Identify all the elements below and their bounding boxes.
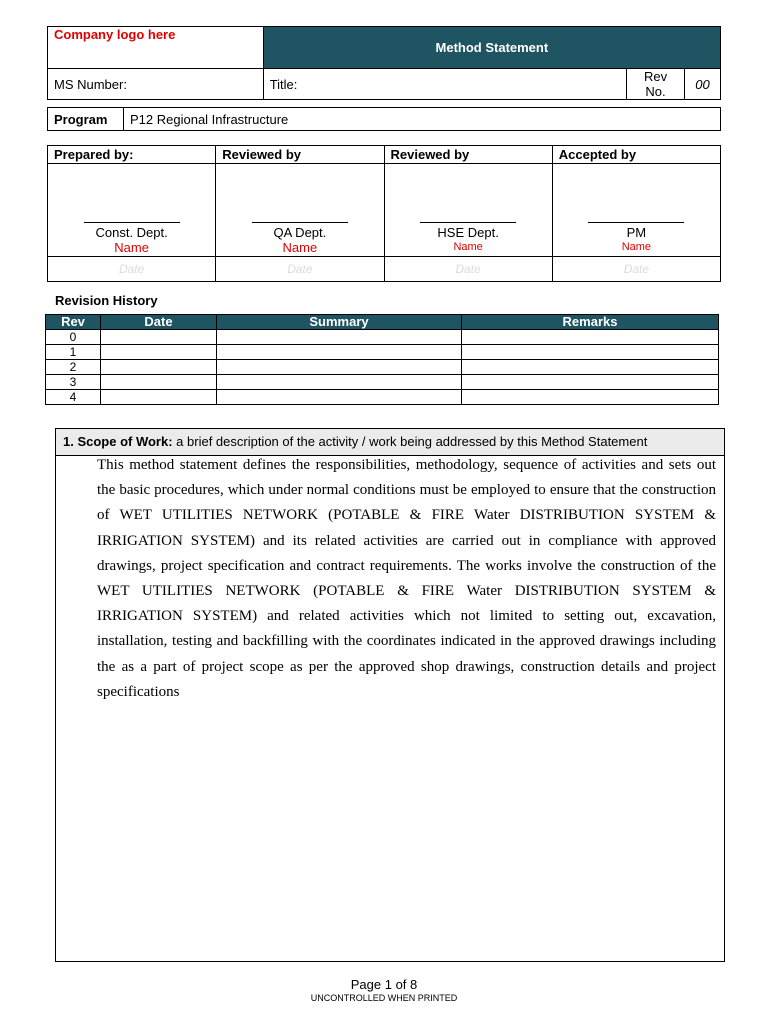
sig-date: Date — [552, 257, 720, 282]
sig-name: Name — [621, 241, 652, 253]
sig-name: Name — [282, 240, 318, 255]
document-title: Method Statement — [263, 27, 720, 69]
col-header-remarks: Remarks — [462, 315, 719, 330]
sig-role-reviewed-qa: Reviewed by — [216, 146, 384, 164]
scope-subheading: a brief description of the activity / work being addressed by this Method Statement — [172, 434, 648, 449]
table-row — [46, 360, 719, 375]
sig-date: Date — [384, 257, 552, 282]
rev-cell: 2 — [46, 360, 101, 375]
sig-dept: Const. Dept. — [95, 225, 168, 240]
signature-line — [420, 222, 516, 223]
rev-cell: 1 — [46, 345, 101, 360]
sig-role-prepared: Prepared by: — [48, 146, 216, 164]
rev-no-label: Rev No. — [627, 69, 685, 100]
sig-name: Name — [453, 241, 483, 253]
program-label: Program — [48, 108, 124, 131]
col-header-date: Date — [101, 315, 217, 330]
signature-line — [84, 222, 180, 223]
revision-history-table — [45, 314, 719, 405]
table-row — [46, 330, 719, 345]
rev-cell: 0 — [46, 330, 101, 345]
rev-cell: 3 — [46, 375, 101, 390]
page-number: Page 1 of 8 — [350, 977, 418, 992]
table-row — [46, 375, 719, 390]
sig-role-accepted: Accepted by — [552, 146, 720, 164]
program-value: P12 Regional Infrastructure — [124, 108, 721, 131]
sig-date: Date — [216, 257, 384, 282]
table-row — [46, 390, 719, 405]
rev-cell: 4 — [46, 390, 101, 405]
scope-body-text: This method statement defines the responsibilities, methodology, sequence of activities and sets out the basic procedures, which under normal conditions must be employed to ensure that the construction of WET UTILITIES NETWORK (POTABLE & FIRE Water DISTRIBUTION SYSTEM & IRRIGATION SYSTEM) and its related activities are carried out in compliance with approved drawings, project specification and contract requirements. The works involve the construction of the WET UTILITIES NETWORK (POTABLE & FIRE Water DISTRIBUTION SYSTEM & IRRIGATION SYSTEM) and related activities which not limited to setting out, excavation, installation, testing and backfilling with the coordinates indicated in the approved drawings including the as a part of project scope as per the approved shop drawings, construction details and project specifications — [97, 457, 716, 700]
title-label: Title: — [263, 69, 626, 100]
signature-line — [252, 222, 348, 223]
scope-header — [56, 429, 724, 456]
signature-box — [552, 164, 720, 257]
sig-dept: HSE Dept. — [437, 225, 499, 240]
sig-dept: QA Dept. — [273, 225, 327, 240]
program-table — [47, 107, 721, 131]
revision-history-title: Revision History — [55, 293, 158, 308]
sig-date: Date — [48, 257, 216, 282]
signature-box — [216, 164, 384, 257]
col-header-summary: Summary — [217, 315, 462, 330]
signature-table — [47, 145, 721, 282]
scope-of-work-section — [55, 428, 725, 962]
signature-line — [588, 222, 684, 223]
document-header — [47, 26, 721, 100]
sig-role-reviewed-hse: Reviewed by — [384, 146, 552, 164]
sig-dept: PM — [626, 225, 647, 240]
company-logo-placeholder: Company logo here — [48, 27, 264, 69]
signature-box — [384, 164, 552, 257]
rev-no-value: 00 — [685, 69, 721, 100]
table-row — [46, 345, 719, 360]
uncontrolled-note: UNCONTROLLED WHEN PRINTED — [310, 993, 458, 1003]
scope-heading: 1. Scope of Work: — [63, 434, 173, 449]
signature-box — [48, 164, 216, 257]
ms-number-label: MS Number: — [48, 69, 264, 100]
sig-name: Name — [114, 240, 149, 255]
col-header-rev: Rev — [46, 315, 101, 330]
